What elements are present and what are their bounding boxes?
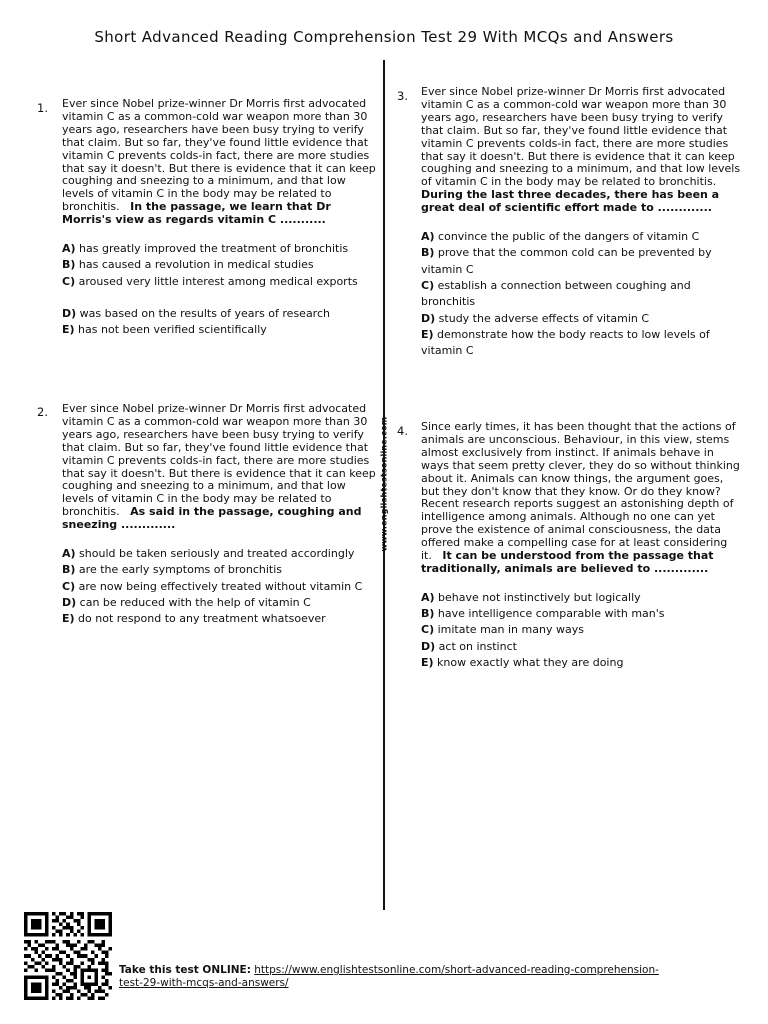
option-letter: C) (421, 278, 435, 292)
option-letter: A) (62, 547, 76, 561)
question-passage: Ever since Nobel prize-winner Dr Morris first advocated vitamin C as a common-cold war weapon more than 30 years ago, researchers have been busy trying to verify that claim. But so far, they've found little evidence that vitamin C prevents colds-in fact, there are more studies that say it doesn't. But there is evidence that it can keep coughing and sneezing to a minimum, and that low levels of vitamin C in the body may be related to bronchitis. (62, 402, 376, 519)
option-e[interactable] (62, 611, 380, 627)
option-text: are now being effectively treated without vitamin C (78, 579, 363, 593)
option-text: have intelligence comparable with man's (437, 607, 665, 621)
option-letter: C) (421, 623, 435, 637)
options-list (421, 590, 741, 671)
option-letter: D) (421, 639, 436, 653)
option-a[interactable] (421, 590, 741, 606)
option-text: has caused a revolution in medical studies (78, 258, 314, 272)
option-text: demonstrate how the body reacts to low levels of vitamin C (421, 327, 710, 358)
question-stem (62, 98, 380, 227)
question-3 (421, 86, 741, 359)
option-b[interactable] (421, 245, 741, 278)
question-stem (62, 403, 380, 532)
option-d[interactable] (421, 311, 741, 327)
option-text: prove that the common cold can be prevented by vitamin C (421, 246, 712, 276)
option-c[interactable] (62, 274, 380, 290)
option-text: can be reduced with the help of vitamin C (79, 595, 311, 609)
option-c[interactable] (62, 579, 380, 595)
option-e[interactable] (421, 327, 741, 360)
options-list (62, 546, 380, 627)
option-letter: E) (62, 323, 75, 337)
option-text: behave not instinctively but logically (438, 590, 641, 604)
option-a[interactable] (62, 241, 380, 257)
option-text: has not been verified scientifically (78, 323, 267, 337)
option-text: was based on the results of years of research (79, 306, 330, 320)
question-passage: Since early times, it has been thought that the actions of animals are unconscious. Behaviour, in this view, stems almost exclusively from instinct. If animals behave in ways that seem pretty clever, they do so without thinking about it. Animals can know things, the argument goes, but they don't know that they know. Or do they know? Recent research reports suggest an astonishing depth of intelligence among animals. Although no one can yet prove the existence of animal consciousness, the data offered make a compelling case for at least considering it. (421, 420, 740, 563)
page-title: Short Advanced Reading Comprehension Test 29 With MCQs and Answers (94, 28, 674, 46)
option-text: know exactly what they are doing (437, 656, 624, 670)
option-text: aroused very little interest among medical exports (78, 274, 358, 288)
options-list (62, 241, 380, 338)
footer-link[interactable]: https://www.englishtestsonline.com/short-advanced-reading-comprehension-test-29-with-mcqs-and-answers/ (119, 964, 659, 989)
option-letter: D) (62, 595, 77, 609)
question-2 (62, 403, 380, 628)
question-stem (421, 86, 741, 215)
option-text: act on instinct (438, 639, 517, 653)
option-text: has greatly improved the treatment of bronchitis (79, 242, 349, 256)
question-passage: Ever since Nobel prize-winner Dr Morris first advocated vitamin C as a common-cold war weapon more than 30 years ago, researchers have been busy trying to verify that claim. But so far, they've found little evidence that vitamin C prevents colds-in fact, there are more studies that say it doesn't. But there is evidence that it can keep coughing and sneezing to a minimum, and that low levels of vitamin C in the body may be related to bronchitis. (421, 85, 741, 189)
option-letter: B) (421, 246, 435, 260)
option-b[interactable] (62, 562, 380, 578)
option-d[interactable] (421, 639, 741, 655)
question-number: 4. (397, 424, 408, 438)
side-watermark-text: www.englishtestsonline.com (379, 416, 389, 552)
option-letter: E) (421, 656, 434, 670)
qr-code-icon[interactable] (24, 912, 112, 1000)
option-a[interactable] (62, 546, 380, 562)
option-letter: A) (421, 230, 435, 244)
question-1 (62, 98, 380, 339)
option-b[interactable] (421, 606, 741, 622)
option-text: establish a connection between coughing and bronchitis (421, 278, 691, 309)
footer (119, 964, 679, 990)
question-number: 3. (397, 89, 408, 103)
option-a[interactable] (421, 229, 741, 245)
option-e[interactable] (62, 322, 380, 338)
option-letter: C) (62, 579, 76, 593)
footer-label: Take this test ONLINE: (119, 964, 251, 976)
option-letter: B) (62, 563, 76, 577)
option-text: convince the public of the dangers of vitamin C (438, 230, 700, 244)
option-c[interactable] (421, 622, 741, 638)
option-letter: D) (421, 311, 436, 325)
question-prompt: In the passage, we learn that Dr Morris's view as regards vitamin C ........... (62, 200, 331, 227)
question-prompt: During the last three decades, there has been a great deal of scientific effort made to ............. (421, 188, 720, 215)
option-text: should be taken seriously and treated accordingly (79, 547, 355, 561)
question-passage: Ever since Nobel prize-winner Dr Morris first advocated vitamin C as a common-cold war weapon more than 30 years ago, researchers have been busy trying to verify that claim. But so far, they've found little evidence that vitamin C prevents colds-in fact, there are more studies that say it doesn't. But there is evidence that it can keep coughing and sneezing to a minimum, and that low levels of vitamin C in the body may be related to bronchitis. (62, 97, 376, 214)
option-e[interactable] (421, 655, 741, 671)
question-number: 2. (37, 405, 48, 419)
option-letter: A) (62, 242, 76, 256)
option-letter: E) (421, 327, 434, 341)
question-4 (421, 421, 741, 671)
option-letter: D) (62, 306, 77, 320)
option-text: are the early symptoms of bronchitis (78, 563, 283, 577)
option-d[interactable] (62, 306, 380, 322)
option-text: imitate man in many ways (437, 623, 584, 637)
option-letter: E) (62, 612, 75, 626)
option-letter: B) (62, 258, 76, 272)
question-stem (421, 421, 741, 576)
option-letter: C) (62, 274, 76, 288)
option-d[interactable] (62, 595, 380, 611)
option-letter: A) (421, 590, 435, 604)
options-list (421, 229, 741, 359)
option-b[interactable] (62, 257, 380, 273)
option-letter: B) (421, 607, 435, 621)
option-text: do not respond to any treatment whatsoever (78, 612, 326, 626)
question-number: 1. (37, 101, 48, 115)
question-prompt: As said in the passage, coughing and sneezing ............. (62, 505, 362, 532)
option-c[interactable] (421, 278, 741, 311)
option-text: study the adverse effects of vitamin C (438, 311, 650, 325)
question-prompt: It can be understood from the passage that traditionally, animals are believed to ............. (421, 549, 714, 575)
